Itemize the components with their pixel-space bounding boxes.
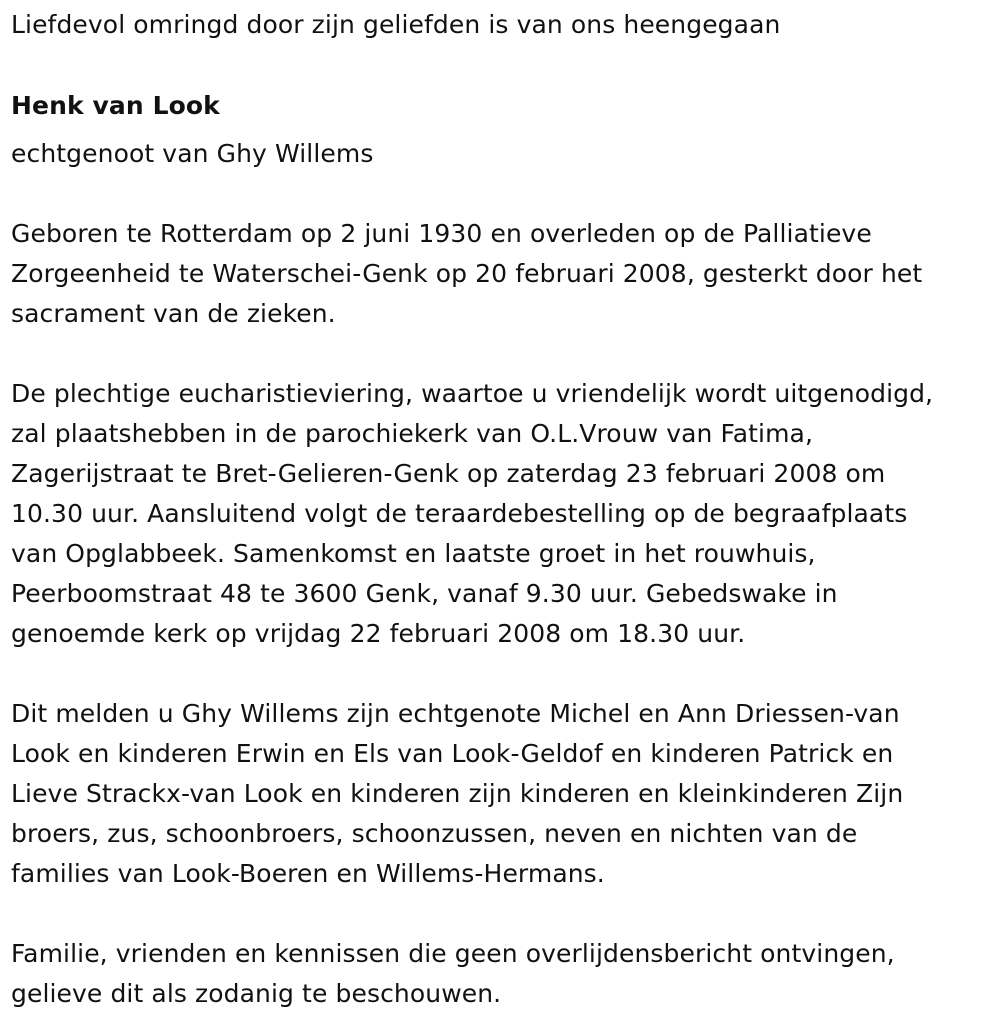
paragraph-line: 10.30 uur. Aansluitend volgt de teraardebestelling op de begraafplaats (11, 499, 908, 528)
paragraph-line: Geboren te Rotterdam op 2 juni 1930 en overleden op de Palliatieve (11, 219, 872, 248)
paragraph-line: van Opglabbeek. Samenkomst en laatste groet in het rouwhuis, (11, 539, 816, 568)
paragraph-line: Zagerijstraat te Bret-Gelieren-Genk op zaterdag 23 februari 2008 om (11, 459, 886, 488)
paragraph-line: gelieve dit als zodanig te beschouwen. (11, 979, 502, 1008)
paragraph-line: broers, zus, schoonbroers, schoonzussen, neven en nichten van de (11, 819, 858, 848)
paragraph-line: families van Look-Boeren en Willems-Hermans. (11, 859, 605, 888)
spouse-line: echtgenoot van Ghy Willems (11, 139, 374, 168)
paragraph-line: Dit melden u Ghy Willems zijn echtgenote Michel en Ann Driessen-van (11, 699, 900, 728)
intro-text: Liefdevol omringd door zijn geliefden is van ons heengegaan (11, 10, 781, 39)
paragraph-line: Zorgeenheid te Waterschei-Genk op 20 februari 2008, gesterkt door het (11, 259, 923, 288)
paragraph-line: Peerboomstraat 48 te 3600 Genk, vanaf 9.30 uur. Gebedswake in (11, 579, 838, 608)
paragraph-line: De plechtige eucharistieviering, waartoe u vriendelijk wordt uitgenodigd, (11, 379, 934, 408)
paragraph-line: Lieve Strackx-van Look en kinderen zijn kinderen en kleinkinderen Zijn (11, 779, 904, 808)
deceased-name: Henk van Look (11, 91, 220, 120)
paragraph-line: sacrament van de zieken. (11, 299, 336, 328)
paragraph-line: Look en kinderen Erwin en Els van Look-Geldof en kinderen Patrick en (11, 739, 894, 768)
paragraph-line: genoemde kerk op vrijdag 22 februari 2008 om 18.30 uur. (11, 619, 746, 648)
paragraph-line: zal plaatshebben in de parochiekerk van O.L.Vrouw van Fatima, (11, 419, 814, 448)
paragraph-line: Familie, vrienden en kennissen die geen overlijdensbericht ontvingen, (11, 939, 895, 968)
